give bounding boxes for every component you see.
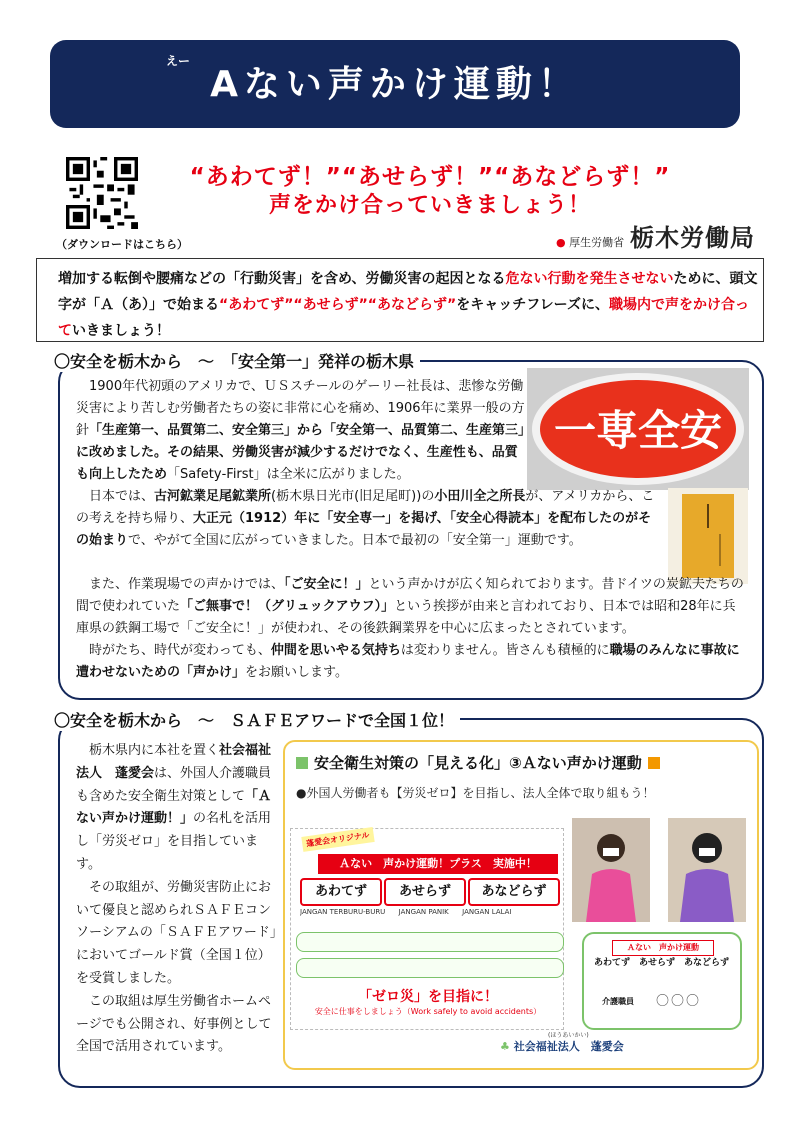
word-anadorazu: あなどらず (468, 878, 560, 906)
ministry-name: 厚生労働省 (569, 236, 625, 249)
zero-accident-text: 「ゼロ災」を目指に！ (358, 989, 498, 1005)
org-logo-icon: ♣ (500, 1040, 510, 1053)
original-tag: 蓬愛会オリジナル (301, 827, 374, 852)
badge-words: あわてず あせらず あなどらず (594, 958, 730, 968)
bureau-name: 栃木労働局 (630, 224, 755, 252)
poster-heading: 安全衛生対策の「見える化」③Ａない声かけ運動 (296, 752, 660, 773)
zero-accident-subtext: 安全に仕事をしましょう（Work safely to avoid accidents） (314, 1007, 542, 1016)
qr-code-icon[interactable] (66, 157, 138, 229)
page-title: Aない声かけ運動！ (210, 64, 580, 105)
section-1-title: 〇安全を栃木から ～ 「安全第一」発祥の栃木県 (52, 349, 420, 372)
green-square-icon (296, 757, 308, 769)
section-1-paragraph-3: また、作業現場での声かけでは、「ご安全に！」という声かけが広く知られております。昔ドイツの炭鉱夫たちの間で使われていた「ご無事で！（グリュックアウフ）」という挨拶が由来と言われており、日本では昭和28年に兵庫県の鉄鋼工場で「ご安全に！」が使われ、その後鉄鋼業界を中心に広まったとされています。 時がたち、時代が変わっても、仲間を思いやる気持ちは変わりません。皆さんも積極的に職場のみんなに事故に遭わせないための「声かけ」をお願いします。 (76, 577, 744, 680)
section-1-paragraph-2: 日本では、古河鉱業足尾鉱業所(栃木県日光市(旧足尾町))の小田川全之所長が、アメリカから、この考えを持ち帰り、大正元（1912）年に「安全専一」を掲げ、「安全心得読本」を配布したのがその始まりで、やがて全国に広がっていきました。日本で最初の「安全第一」運動です。 (76, 489, 655, 548)
ministry-mark-icon: ● (556, 236, 566, 249)
org-furigana: (ほうあいかい) (548, 1032, 589, 1039)
caregiver-photo-1 (572, 818, 650, 922)
word-aserazu: あせらず (384, 878, 466, 906)
section-2-text: 栃木県内に本社を置く社会福祉法人 蓬愛会は、外国人介護職員も含めた安全衛生対策として「Ａない声かけ運動！」の名札を活用し「労災ゼロ」を目指しています。 その取組が、労働災害防止において優良と認められＳＡＦＥコンソーシアムの「ＳＡＦＥアワード」においてゴールド賞（全国１位）を受賞しました。 この取組は厚生労働省ホームページでも公開され、好事例として全国で活用されています。 (76, 743, 277, 1055)
poster-subtitle: ●外国人労働者も【労災ゼロ】を目指し、法人全体で取り組もう！ (296, 786, 655, 800)
org-name: ♣ 社会福祉法人 蓬愛会 (500, 1040, 624, 1053)
card-title: Ａない 声かけ運動！プラス 実施中！ (318, 854, 558, 874)
badge-name-placeholder: 〇〇〇 (656, 994, 702, 1009)
ministry-logo (556, 234, 624, 250)
safety-first-plaque-photo (527, 368, 749, 490)
safety-handbook-photo (668, 488, 748, 584)
qr-caption: （ダウンロードはこちら） (56, 238, 188, 251)
title-ruby: えー (166, 54, 191, 68)
caregiver-photo-2 (668, 818, 746, 922)
slogan-line-2: 声をかけ合っていきましょう！ (268, 193, 591, 218)
foreign-script-row-2 (296, 958, 564, 978)
badge-staff-label: 介護職員 (602, 997, 634, 1006)
word-awatezu: あわてず (300, 878, 382, 906)
romaji-row: JANGAN TERBURU-BURU JANGAN PANIK JANGAN LALAI (300, 908, 512, 916)
slogan-line-1: “あわてず！”“あせらず！”“あなどらず！” (189, 164, 671, 190)
plaque-text: 一専全安 (553, 406, 723, 455)
badge-title: Ａない 声かけ運動 (612, 940, 714, 956)
section-2-title: 〇安全を栃木から ～ ＳＡＦＥアワードで全国１位！ (52, 708, 460, 731)
orange-square-icon (648, 757, 660, 769)
foreign-script-row-1 (296, 932, 564, 952)
section-1-paragraph-1: 1900年代初頭のアメリカで、ＵＳスチールのゲーリー社長は、悲惨な労働災害により苦しむ労働者たちの姿に非常に心を痛め、1906年に業界一般の方針「生産第一、品質第二、安全第三」から「安全第一、品質第二、生産第三」に改めました。その結果、労働災害が減少するだけでなく、生産性も、品質も向上したため「Safety‐First」は全米に広がりました。 (76, 379, 525, 482)
intro-text: 増加する転倒や腰痛などの「行動災害」を含め、労働災害の起因となる危ない行動を発生させないために、頭文字が「Ａ（あ）」で始まる“あわてず”“あせらず”“あなどらず”をキャッチフレーズに、職場内で声をかけ合っていきましょう！ (58, 271, 758, 339)
